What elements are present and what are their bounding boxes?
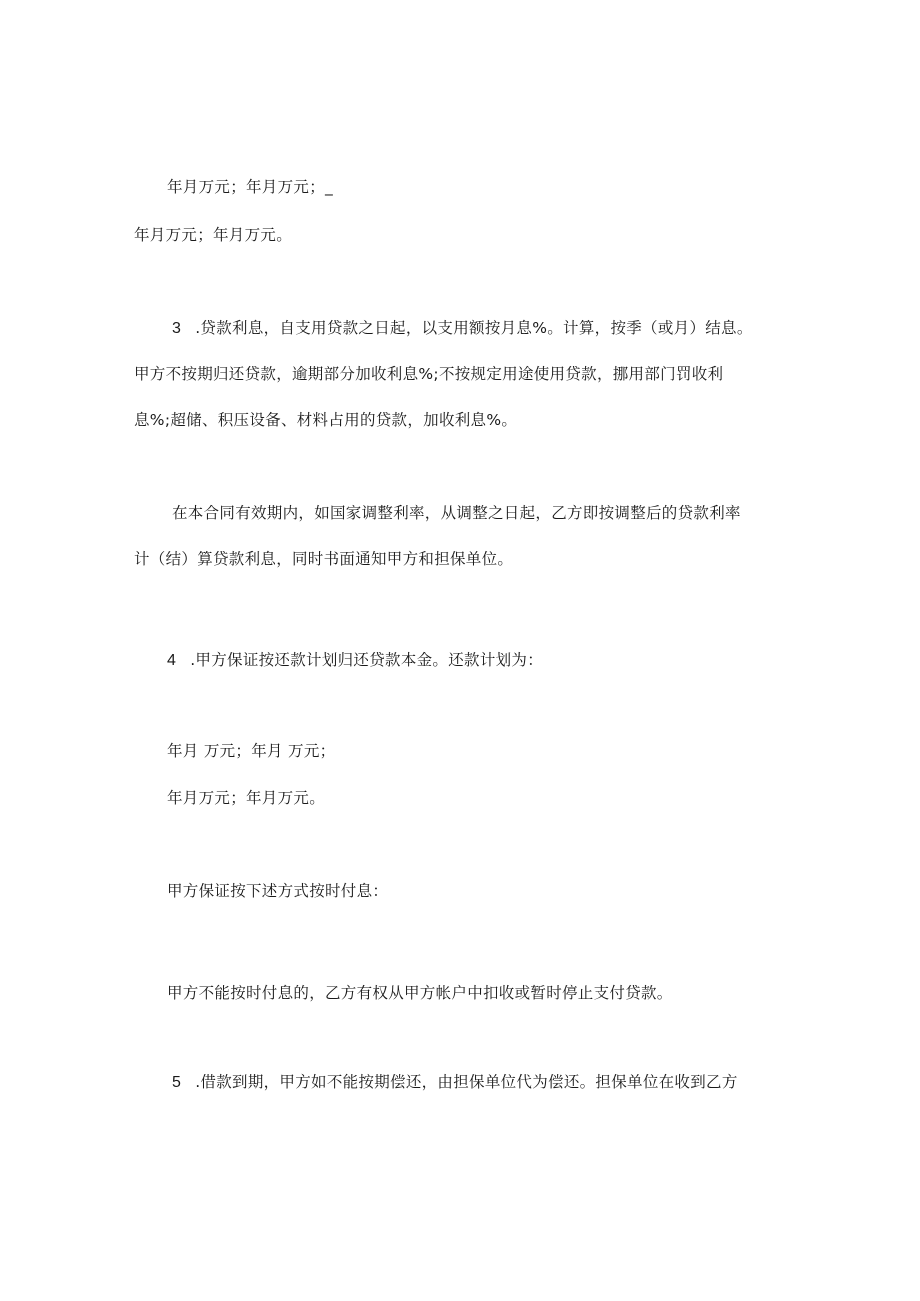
clause-5-text-1: .借款到期，甲方如不能按期偿还，由担保单位代为偿还。担保单位在收到乙方 <box>195 1073 738 1091</box>
interest-payment-line: 甲方保证按下述方式按时付息： <box>167 882 389 900</box>
clause-5-line-1 <box>172 1072 738 1093</box>
clause-3-number: 3 <box>172 320 182 337</box>
clause-4-line-1 <box>167 650 543 671</box>
clause-3-line-1 <box>172 318 753 339</box>
clause-3-line-3: 息%;超储、积压设备、材料占用的贷款，加收利息%。 <box>134 411 518 429</box>
schedule-b-line-1: 年月 万元；年月 万元； <box>167 742 336 760</box>
clause-3-line-2: 甲方不按期归还贷款，逾期部分加收利息%;不按规定用途使用贷款，挪用部门罚收利 <box>134 365 724 383</box>
schedule-b-line-2: 年月万元；年月万元。 <box>167 789 326 807</box>
clause-3-text-1: .贷款利息，自支用贷款之日起，以支用额按月息%。计算，按季（或月）结息。 <box>195 319 753 337</box>
rate-adjust-line-1: 在本合同有效期内，如国家调整利率，从调整之日起，乙方即按调整后的贷款利率 <box>172 504 741 522</box>
clause-5-number: 5 <box>172 1074 182 1091</box>
clause-4-number: 4 <box>167 652 177 669</box>
clause-4-text-1: .甲方保证按还款计划归还贷款本金。还款计划为： <box>190 651 544 669</box>
rate-adjust-line-2: 计（结）算贷款利息，同时书面通知甲方和担保单位。 <box>134 550 514 568</box>
schedule-a-line-1: 年月万元；年月万元；_ <box>167 178 334 196</box>
default-clause-line: 甲方不能按时付息的，乙方有权从甲方帐户中扣收或暂时停止支付贷款。 <box>167 984 673 1002</box>
schedule-a-line-2: 年月万元；年月万元。 <box>134 226 293 244</box>
